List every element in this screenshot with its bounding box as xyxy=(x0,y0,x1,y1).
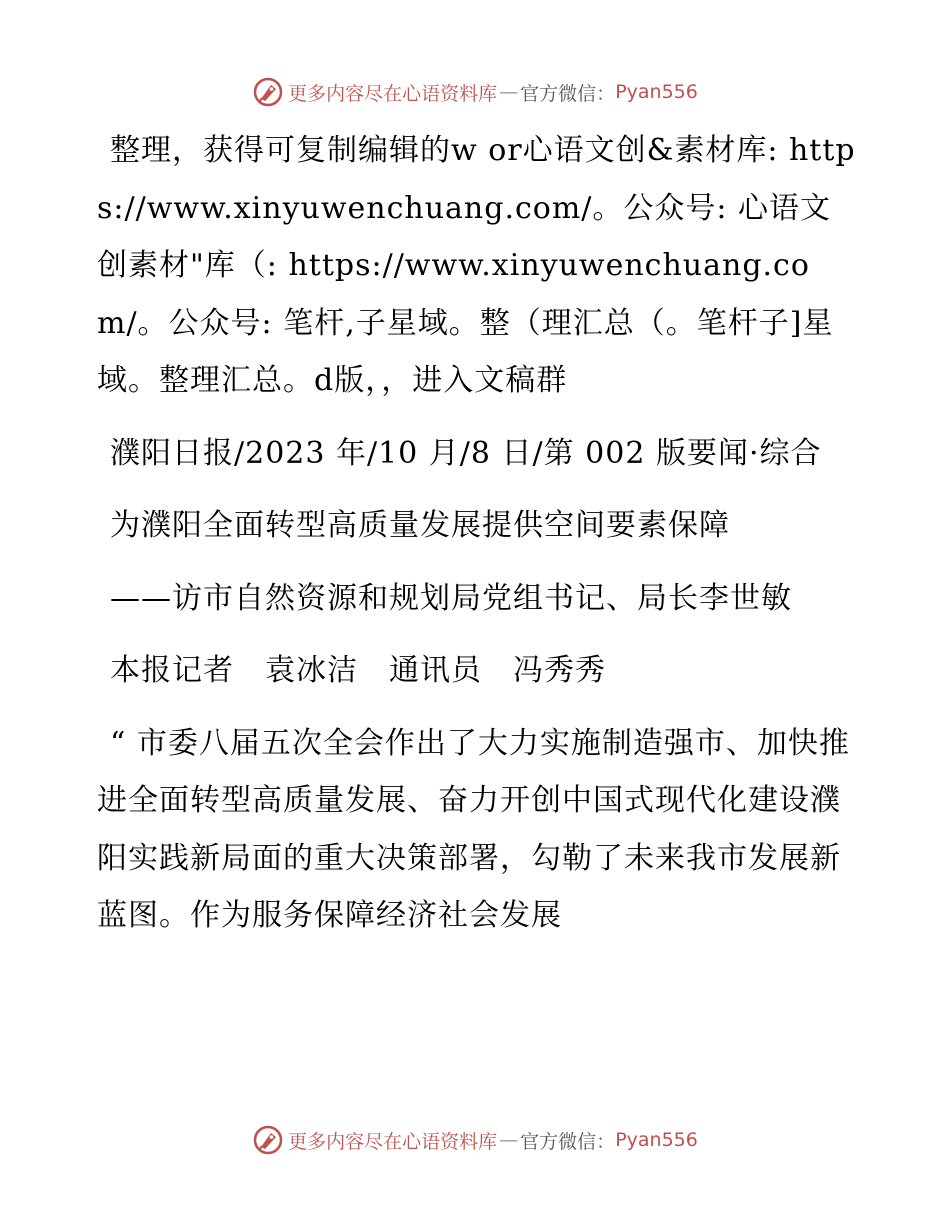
banner-wechat-id: Pyan556 xyxy=(615,81,698,103)
banner-wechat-label: 官方微信： xyxy=(520,82,616,105)
banner-brand-text: 更多内容尽在心语资料库 xyxy=(288,82,498,105)
intro-paragraph: 整理，获得可复制编辑的w or心语文创&素材库: https://www.xinyuwenchuang.com/。公众号: 心语文创素材"库（: https://www.xinyuwenchuang.com/。公众号: 笔杆,子星域。整（理汇总（。笔杆子]星域。整理汇总。d版，，进入文稿群 xyxy=(97,133,856,398)
subheadline: ——访市自然资源和规划局党组书记、局长李世敏 xyxy=(110,580,792,616)
pen-nib-icon xyxy=(252,76,284,108)
body-paragraph: “ 市委八届五次全会作出了大力实施制造强市、加快推进全面转型高质量发展、奋力开创中国式现代化建设濮阳实践新局面的重大决策部署，勾勒了未来我市发展新蓝图。作为服务保障经济社会发展 xyxy=(97,725,850,933)
headline: 为濮阳全面转型高质量发展提供空间要素保障 xyxy=(110,508,730,543)
banner-wechat-id: Pyan556 xyxy=(615,1129,698,1151)
pen-nib-icon xyxy=(252,1124,284,1156)
byline-text: 本报记者 袁冰洁 通讯员 冯秀秀 xyxy=(110,653,606,688)
banner-wechat-label: 官方微信： xyxy=(520,1130,616,1153)
byline xyxy=(97,642,857,700)
banner-separator: — xyxy=(499,81,519,103)
banner-brand-text: 更多内容尽在心语资料库 xyxy=(288,1130,498,1153)
banner-separator: — xyxy=(499,1129,519,1151)
source-line: 濮阳日报/2023 年/10 月/8 日/第 002 版要闻·综合 xyxy=(110,435,822,471)
document-body xyxy=(97,122,857,960)
footer-watermark-banner xyxy=(0,1120,950,1160)
header-watermark-banner xyxy=(0,72,950,112)
